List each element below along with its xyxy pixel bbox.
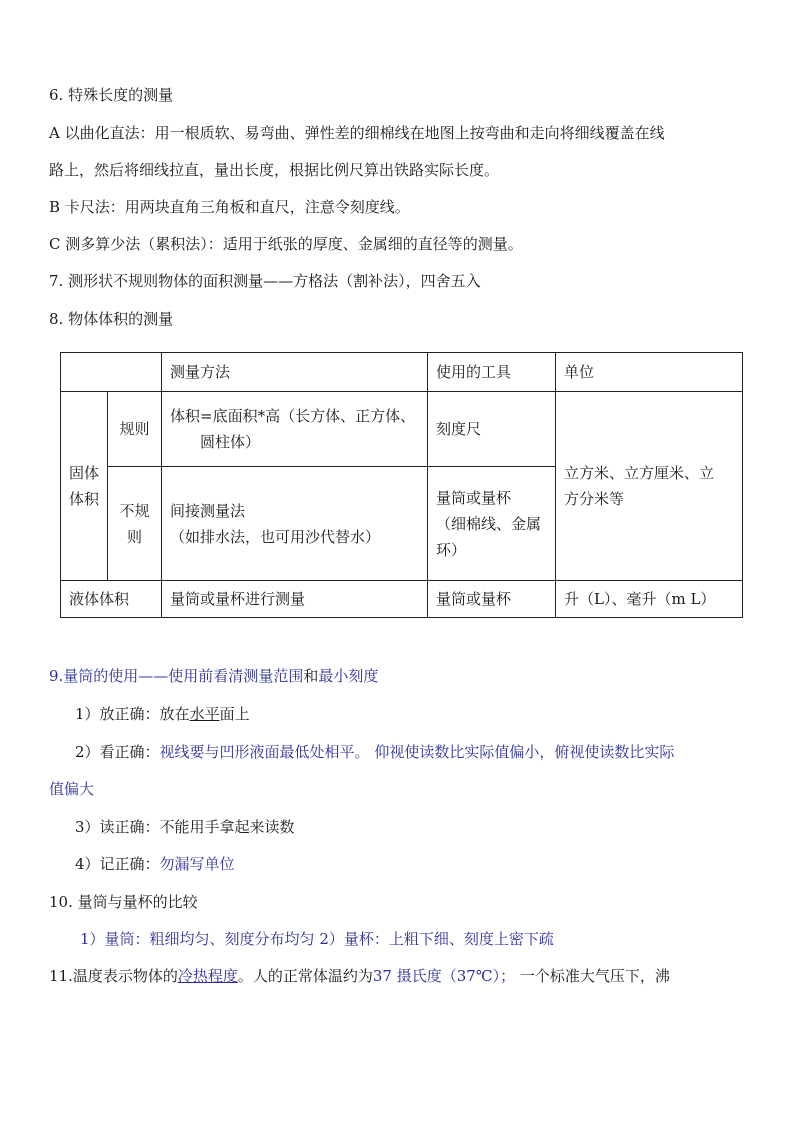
section-7: 7. 测形状不规则物体的面积测量——方格法（割补法），四舍五入 xyxy=(49,272,481,290)
point-2-continued: 值偏大 xyxy=(49,780,95,798)
method-a-line-2: 路上，然后将细线拉直，量出长度，根据比例尺算出铁路实际长度。 xyxy=(49,161,500,179)
point-1: 1）放正确：放在水平面上 xyxy=(75,705,250,723)
table-header-method: 测量方法 xyxy=(162,353,428,392)
point-4: 4）记正确：勿漏写单位 xyxy=(75,855,235,873)
section-9-heading: 9.量筒的使用——使用前看清测量范围和最小刻度 xyxy=(49,667,379,685)
section-8-heading: 8. 物体体积的测量 xyxy=(49,310,174,328)
irregular-tool: 量筒或量杯 （细棉线、金属 环） xyxy=(428,467,556,581)
method-a-line-1: A 以曲化直法：用一根质软、易弯曲、弹性差的细棉线在地图上按弯曲和走向将细线覆盖在线 xyxy=(49,124,665,142)
table-row-liquid xyxy=(61,581,743,618)
method-c: C 测多算少法（累积法）：适用于纸张的厚度、金属细的直径等的测量。 xyxy=(49,235,523,253)
solid-unit: 立方米、立方厘米、立 方分米等 xyxy=(556,392,743,581)
liquid-method: 量筒或量杯进行测量 xyxy=(162,581,428,618)
liquid-unit: 升（L）、毫升（m L） xyxy=(556,581,743,618)
volume-measurement-table xyxy=(60,352,743,618)
table-header-row xyxy=(61,353,743,392)
section-11: 11.温度表示物体的冷热程度。人的正常体温约为37 摄氏度（37℃）； 一个标准大气压下，沸 xyxy=(49,967,670,985)
regular-tool: 刻度尺 xyxy=(428,392,556,467)
table-header-tool: 使用的工具 xyxy=(428,353,556,392)
point-3: 3）读正确：不能用手拿起来读数 xyxy=(75,818,295,836)
table-header-blank xyxy=(61,353,162,392)
point-2: 2）看正确：视线要与凹形液面最低处相平。 仰视使读数比实际值偏小，俯视使读数比实际 xyxy=(75,743,675,761)
section-10-text: 1）量筒：粗细均匀、刻度分布均匀 2）量杯：上粗下细、刻度上密下疏 xyxy=(80,930,554,948)
irregular-method: 间接测量法 （如排水法，也可用沙代替水） xyxy=(162,467,428,581)
regular-label: 规则 xyxy=(108,392,162,467)
liquid-volume-label: 液体体积 xyxy=(61,581,162,618)
table-header-unit: 单位 xyxy=(556,353,743,392)
table-row-regular xyxy=(61,392,743,467)
regular-method: 体积=底面积*高（长方体、正方体、 圆柱体） xyxy=(162,392,428,467)
section-10-heading: 10. 量筒与量杯的比较 xyxy=(49,893,198,911)
liquid-tool: 量筒或量杯 xyxy=(428,581,556,618)
solid-volume-label: 固体 体积 xyxy=(61,392,108,581)
irregular-label: 不规 则 xyxy=(108,467,162,581)
section-6-heading: 6. 特殊长度的测量 xyxy=(49,86,174,104)
method-b: B 卡尺法：用两块直角三角板和直尺，注意令刻度线。 xyxy=(49,198,410,216)
